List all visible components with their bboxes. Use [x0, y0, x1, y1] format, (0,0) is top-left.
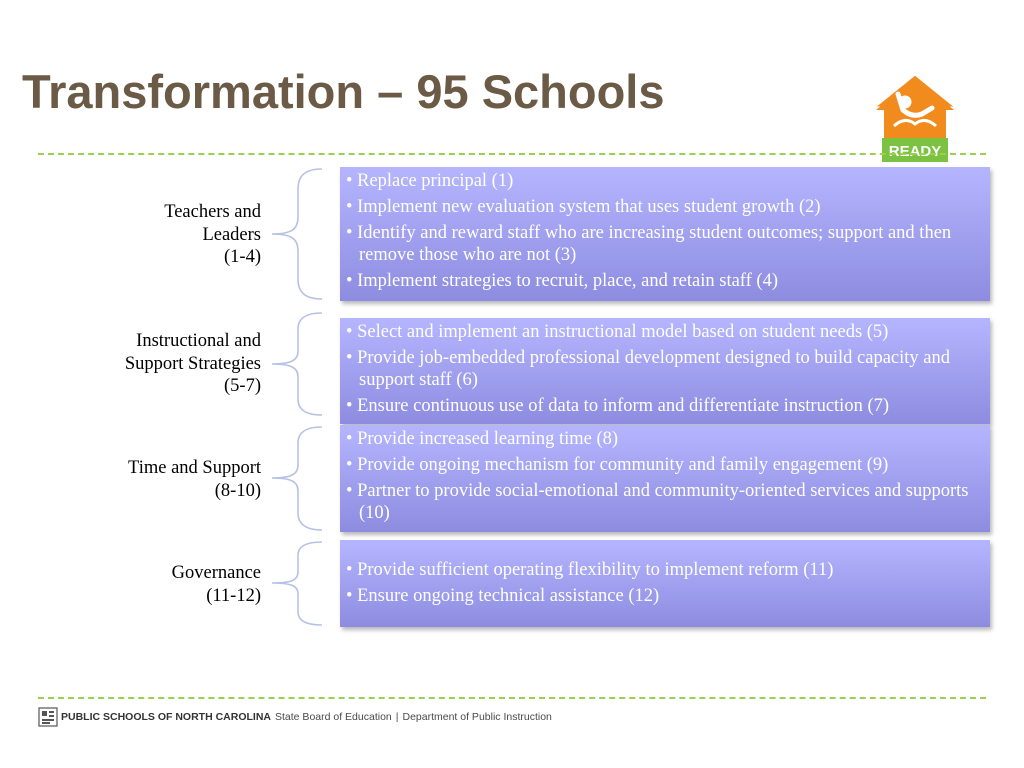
- strategy-item: • Provide increased learning time (8): [346, 428, 980, 450]
- strategy-item: • Provide ongoing mechanism for community and family engagement (9): [346, 454, 980, 476]
- group-label-line: Instructional and: [136, 331, 261, 351]
- curly-brace-icon: [268, 540, 324, 627]
- group-label-line: Leaders: [202, 224, 261, 245]
- curly-brace-icon: [268, 167, 324, 301]
- group-label-line: (5-7): [224, 376, 261, 396]
- strategy-item: • Partner to provide social-emotional and community-oriented services and supports (10): [346, 480, 980, 524]
- group-label-line: (11-12): [206, 585, 261, 606]
- top-divider: [38, 153, 986, 155]
- strategy-box-governance: [340, 540, 990, 627]
- strategy-item: • Implement new evaluation system that uses student growth (2): [346, 196, 980, 218]
- strategy-item: • Select and implement an instructional model based on student needs (5): [346, 321, 980, 343]
- group-label-line: Teachers and: [164, 202, 261, 222]
- strategy-item: • Ensure continuous use of data to inform and differentiate instruction (7): [346, 395, 980, 417]
- strategy-item: • Provide sufficient operating flexibility to implement reform (11): [346, 559, 980, 581]
- strategy-item: • Implement strategies to recruit, place, and retain staff (4): [346, 270, 980, 292]
- group-label-instructional: [125, 330, 261, 398]
- group-label-line: Time and Support: [128, 458, 261, 478]
- footer-org: PUBLIC SCHOOLS OF NORTH CAROLINA: [61, 711, 271, 723]
- group-label-line: (8-10): [214, 480, 261, 501]
- group-label-line: (1-4): [224, 247, 261, 267]
- group-label-line: Governance: [171, 563, 261, 583]
- footer-board: State Board of Education: [275, 711, 392, 723]
- curly-brace-icon: [268, 425, 324, 532]
- group-label-line: Support Strategies: [124, 353, 261, 374]
- footer-separator: |: [395, 711, 399, 723]
- curly-brace-icon: [268, 311, 324, 417]
- strategy-box-teachers-leaders: [340, 167, 990, 301]
- bottom-divider: [38, 697, 986, 699]
- ready-logo-text: READY: [888, 143, 942, 160]
- footer: [38, 707, 552, 727]
- slide-title: Transformation – 95 Schools: [22, 65, 665, 118]
- strategy-item: • Provide job-embedded professional development designed to build capacity and support staff (6): [346, 347, 980, 391]
- state-seal-icon: [38, 707, 58, 727]
- strategy-box-instructional: [340, 318, 990, 424]
- strategy-item: • Identify and reward staff who are increasing student outcomes; support and then remove those who are not (3): [346, 222, 980, 266]
- group-label-teachers-leaders: [164, 201, 261, 269]
- strategy-item: • Ensure ongoing technical assistance (12): [346, 585, 980, 607]
- strategy-item: • Replace principal (1): [346, 170, 980, 192]
- footer-dept: Department of Public Instruction: [402, 711, 552, 723]
- group-label-time-support: [128, 457, 261, 502]
- group-label-governance: [172, 562, 261, 607]
- strategy-box-time-support: [340, 425, 990, 532]
